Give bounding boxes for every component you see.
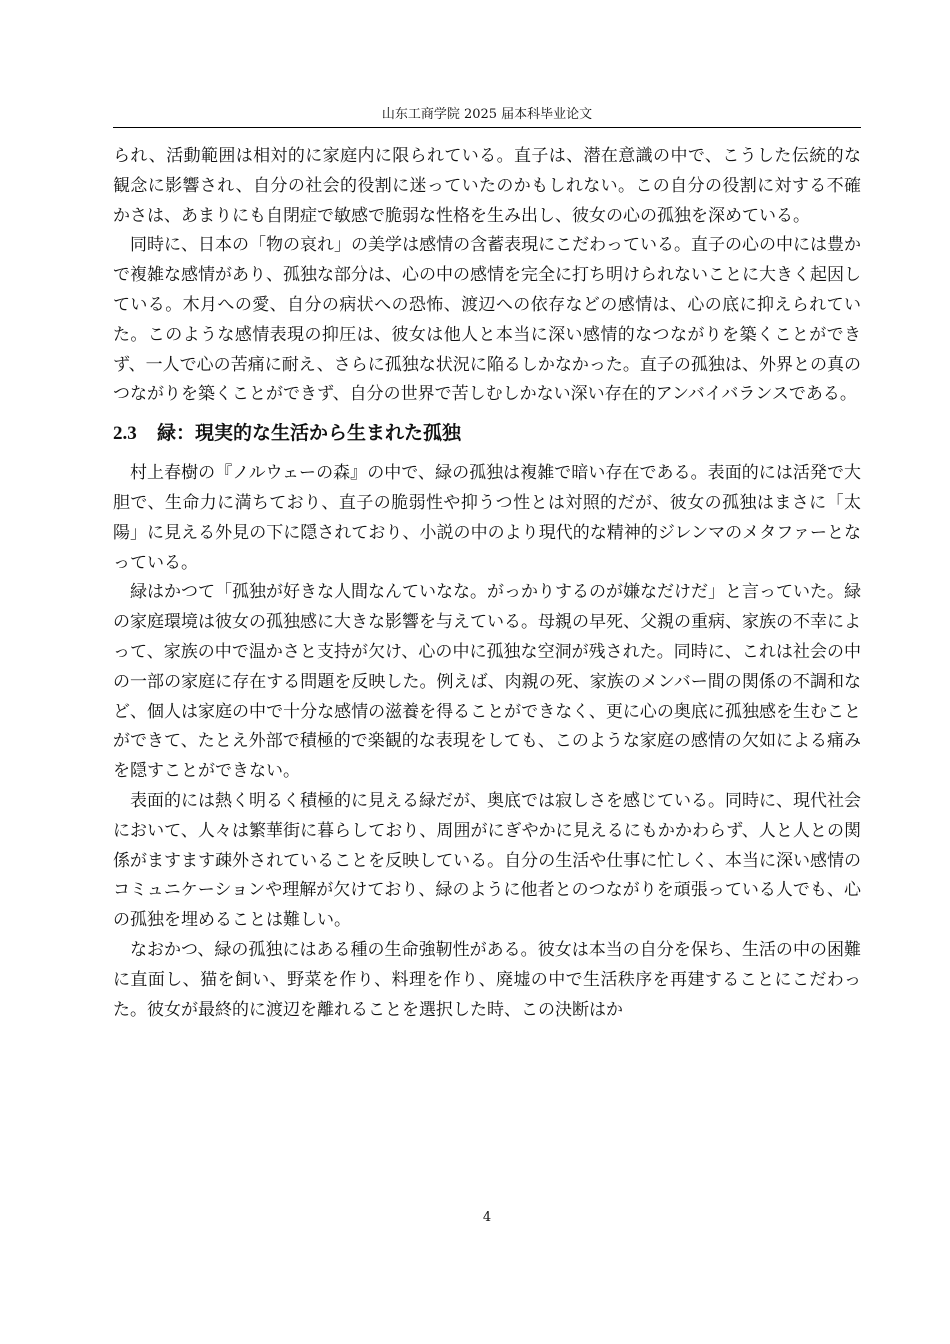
page-number: 4 — [482, 1210, 492, 1225]
section-heading — [113, 418, 861, 449]
section-number: 2.3 — [113, 423, 137, 445]
paragraph-6: なおかつ、緑の孤独にはある種の生命強靭性がある。彼女は本当の自分を保ち、生活の中の困難に直面し、猫を飼い、野菜を作り、料理を作り、廃墟の中で生活秩序を再建することにこだわった。彼女が最終的に渡辺を離れることを選択した時、この決断はか — [113, 939, 861, 1020]
page-body — [113, 142, 861, 1025]
paragraph-2: 同時に、日本の「物の哀れ」の美学は感情の含蓄表現にこだわっている。直子の心の中には豊かで複雑な感情があり、孤独な部分は、心の中の感情を完全に打ち明けられないことに大きく起因している。木月への愛、自分の病状への恐怖、渡辺への依存などの感情は、心の底に抑えられていた。このような感情表現の抑圧は、彼女は他人と本当に深い感情的なつながりを築くことができず、一人で心の苦痛に耐え、さらに孤独な状況に陥るしかなかった。直子の孤独は、外界との真のつながりを築くことができず、自分の世界で苦しむしかない深い存在的アンバイバランスである。 — [113, 235, 861, 405]
paragraph-3: 村上春樹の『ノルウェーの森』の中で、緑の孤独は複雑で暗い存在である。表面的には活発で大胆で、生命力に満ちており、直子の脆弱性や抑うつ性とは対照的だが、彼女の孤独はまさに「太陽」に見える外見の下に隠されており、小説の中のより現代的な精神的ジレンマのメタファーとなっている。 — [113, 463, 861, 573]
header-rule — [113, 127, 861, 128]
paragraph-5: 表面的には熱く明るく積極的に見える緑だが、奥底では寂しさを感じている。同時に、現代社会において、人々は繁華街に暮らしており、周囲がにぎやかに見えるにもかかわらず、人と人との関係がますます疎外されていることを反映している。自分の生活や仕事に忙しく、本当に深い感情のコミュニケーションや理解が欠けており、緑のように他者とのつながりを頑張っている人でも、心の孤独を埋めることは難しい。 — [113, 790, 861, 931]
paragraph-4: 緑はかつて「孤独が好きな人間なんていなな。がっかりするのが嫌なだけだ」と言っていた。緑の家庭環境は彼女の孤独感に大きな影響を与えている。母親の早死、父親の重病、家族の不幸によって、家族の中で温かさと支持が欠け、心の中に孤独な空洞が残された。同時に、これは社会の中の一部の家庭に存在する問題を反映した。例えば、肉親の死、家族のメンバー間の関係の不調和など、個人は家庭の中で十分な感情の滋養を得ることができなく、更に心の奥底に孤独感を生むことができて、たとえ外部で積極的で楽観的な表現をしても、このような家庭の感情の欠如による痛みを隠すことができない。 — [113, 582, 861, 782]
running-header: 山东工商学院 2025 届本科毕业论文 — [381, 107, 593, 122]
paragraph-1: られ、活動範囲は相対的に家庭内に限られている。直子は、潜在意識の中で、こうした伝統的な観念に影響され、自分の社会的役割に迷っていたのかもしれない。この自分の役割に対する不確かさは、あまりにも自閉症で敏感で脆弱な性格を生み出し、彼女の心の孤独を深めている。 — [113, 146, 861, 226]
section-title: 緑：現実的な生活から生まれた孤独 — [157, 422, 462, 445]
